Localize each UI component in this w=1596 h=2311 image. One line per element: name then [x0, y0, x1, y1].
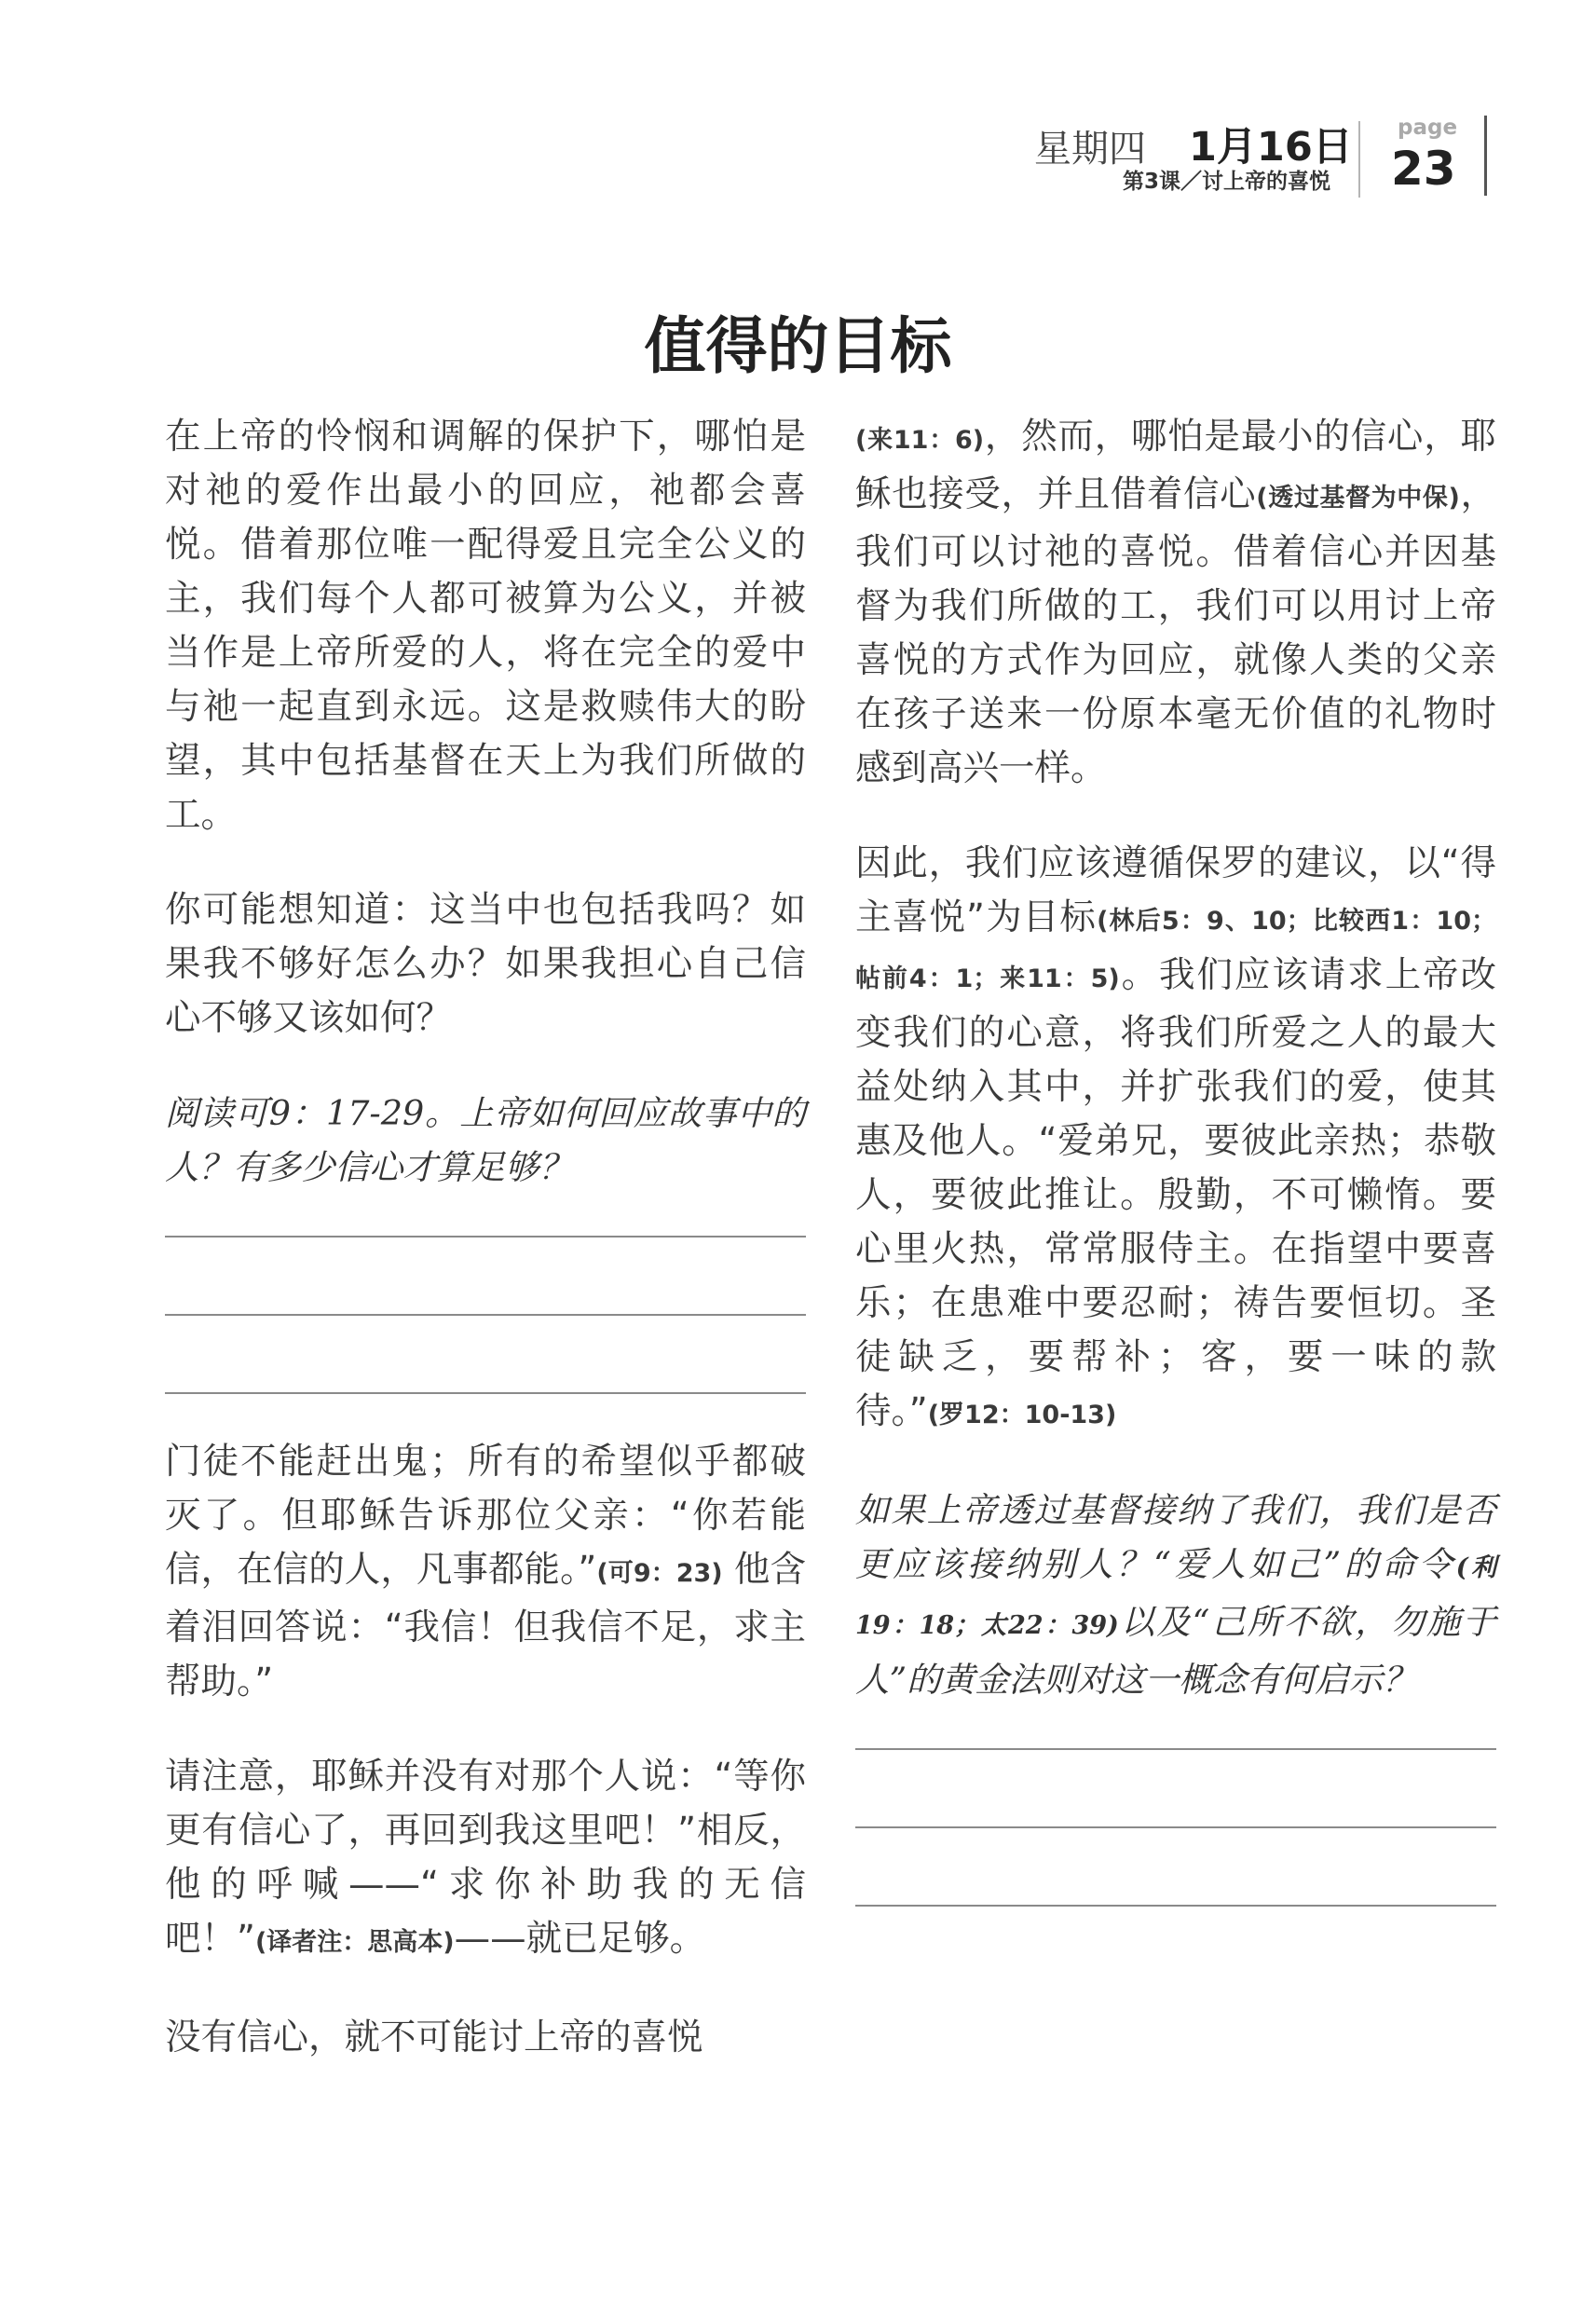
header-day: 星期四 [1034, 128, 1146, 171]
scripture-reference: (可9：23) [596, 1559, 723, 1588]
scripture-reference: (罗12：10-13) [927, 1401, 1117, 1429]
paragraph: 在上帝的怜悯和调解的保护下，哪怕是对祂的爱作出最小的回应，祂都会喜悦。借着那位唯一配得爱且完全公义的主，我们每个人都可被算为公义，并被当作是上帝所爱的人，将在完全的爱中与祂一起直到永远。这是救赎伟大的盼望，其中包括基督在天上为我们所做的工。 [165, 416, 806, 836]
paragraph-text: ，我们可以讨祂的喜悦。借着信心并因基督为我们所做的工，我们可以用讨上帝喜悦的方式作为回应，就像人类的父亲在孩子送来一份原本毫无价值的礼物时感到高兴一样。 [855, 473, 1496, 789]
answer-lines [165, 1236, 806, 1394]
page-label: page [1398, 116, 1458, 140]
scripture-reference: (利19：18；太22：39) [855, 1553, 1496, 1640]
answer-line[interactable] [165, 1392, 806, 1394]
answer-line[interactable] [165, 1314, 806, 1316]
answer-lines [855, 1748, 1496, 1907]
paragraph-text: 因此，我们应该遵循保罗的建议，以“得主喜悦”为目标 [855, 842, 1496, 938]
study-question [855, 1484, 1496, 1707]
question-text: 如果上帝透过基督接纳了我们，我们是否更应该接纳别人？“爱人如己”的命令 [855, 1490, 1496, 1584]
header-lesson-title: 第3课／讨上帝的喜悦 [1122, 170, 1330, 194]
paragraph-text: 他含着泪回答说：“我信！但我信不足，求主帮助。” [165, 1549, 806, 1702]
paragraph: 没有信心，就不可能讨上帝的喜悦 [165, 2017, 703, 2058]
paragraph: 你可能想知道：这当中也包括我吗？如果我不够好怎么办？如果我担心自己信心不够又该如何？ [165, 889, 806, 1039]
header-date: 1月16日 [1189, 124, 1353, 171]
paragraph-text: ，然而，哪怕是最小的信心，耶稣也接受，并且借着信心 [855, 416, 1496, 515]
page-number: 23 [1391, 142, 1456, 196]
scripture-reference: (林后5：9、10；比较西1：10；帖前4：1；来11：5) [855, 907, 1496, 993]
paragraph [855, 410, 1496, 796]
answer-line[interactable] [855, 1905, 1496, 1907]
study-question: 阅读可9：17-29。上帝如何回应故事中的人？有多少信心才算足够？ [165, 1093, 806, 1187]
question-text: 以及“己所不欲，勿施于人”的黄金法则对这一概念有何启示？ [855, 1602, 1496, 1700]
paragraph-text: 。我们应该请求上帝改变我们的心意，将我们所爱之人的最大益处纳入其中，并扩张我们的爱，使其惠及他人。“爱弟兄，要彼此亲热；恭敬人，要彼此推让。殷勤，不可懒惰。要心里火热，常常服侍主。在指望中要喜乐；在患难中要忍耐；祷告要恒切。圣徒缺乏，要帮补；客，要一味的款待。” [855, 954, 1496, 1432]
parenthetical-note: (透过基督为中保) [1256, 484, 1460, 513]
left-column [165, 410, 806, 2106]
paragraph [165, 1750, 806, 1970]
translator-note: (译者注：思高本) [254, 1928, 455, 1957]
paragraph-text: ——就已足够。 [454, 1918, 706, 1960]
header-separator [1358, 121, 1360, 198]
answer-line[interactable] [855, 1826, 1496, 1828]
paragraph-text: 门徒不能赶出鬼；所有的希望似乎都破灭了。但耶稣告诉那位父亲：“你若能信，在信的人，凡事都能。” [165, 1441, 806, 1591]
answer-line[interactable] [165, 1236, 806, 1238]
answer-line[interactable] [855, 1748, 1496, 1750]
header-edge-rule [1484, 116, 1487, 196]
paragraph [855, 837, 1496, 1443]
paragraph [165, 1435, 806, 1709]
scripture-reference: (来11：6) [855, 426, 985, 455]
page-title: 值得的目标 [644, 309, 952, 382]
right-column [855, 410, 1496, 1948]
paragraph-text: 请注意，耶稣并没有对那个人说：“等你更有信心了，再回到我这里吧！”相反，他的呼喊——“求你补助我的无信吧！” [165, 1756, 806, 1960]
